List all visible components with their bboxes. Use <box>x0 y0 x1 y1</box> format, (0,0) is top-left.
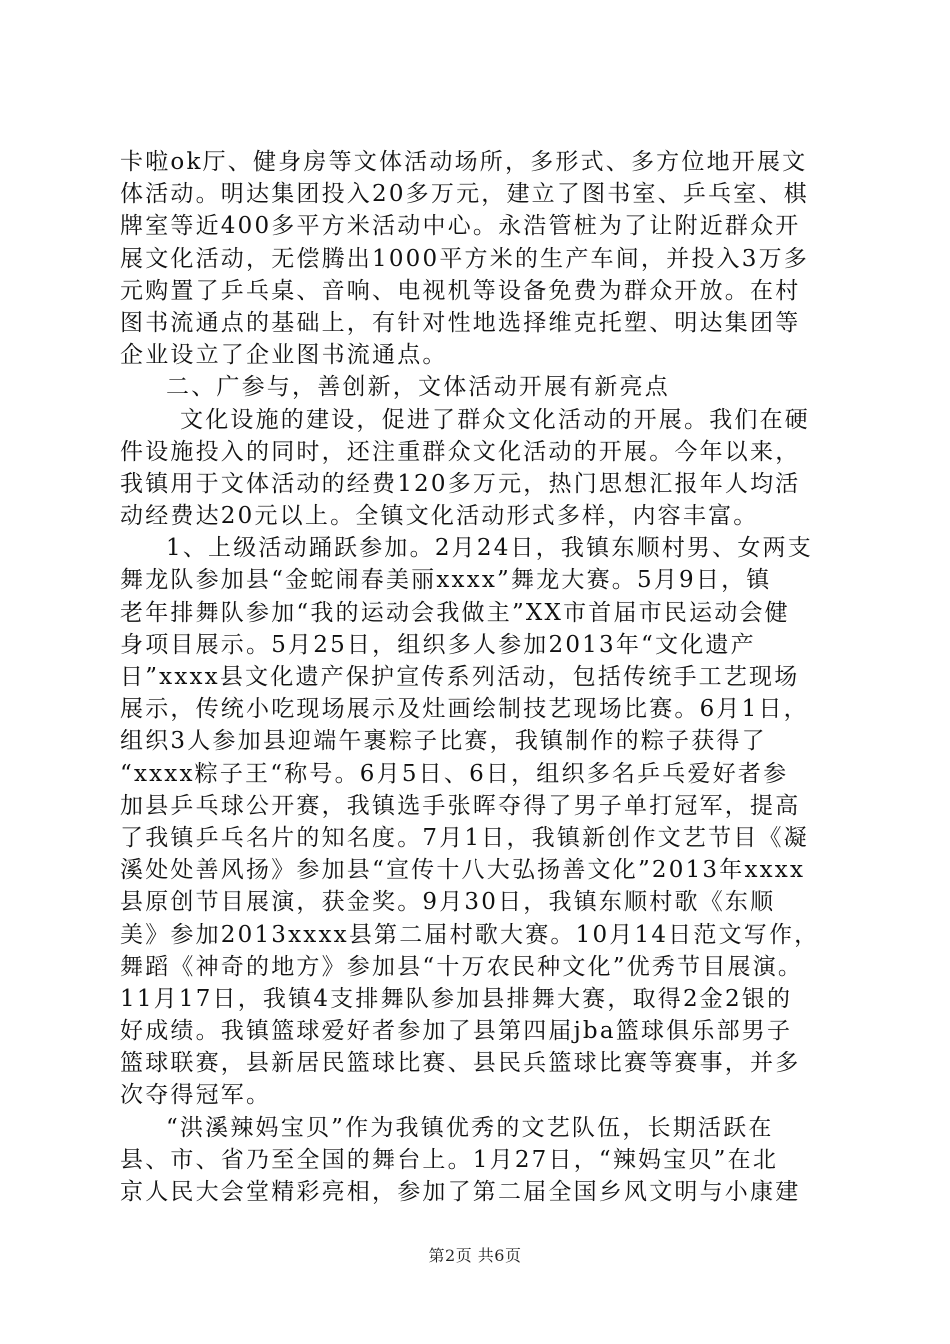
text-line: 元购置了乒乓桌、音响、电视机等设备免费为群众开放。在村 <box>120 277 801 304</box>
text-line: 次夺得冠军。 <box>120 1082 272 1109</box>
text-line: 舞蹈《神奇的地方》参加县“十万农民种文化”优秀节目展演。 <box>120 953 804 980</box>
text-line: 企业设立了企业图书流通点。 <box>120 342 448 369</box>
text-line: “xxxx粽子王“称号。6月5日、6日，组织多名乒乓爱好者参 <box>120 760 789 787</box>
paragraph-start-line: 文化设施的建设，促进了群众文化活动的开展。我们在硬 <box>180 406 810 433</box>
text-line: 身项目展示。5月25日，组织多人参加2013年“文化遗产 <box>120 631 756 658</box>
paragraph-start-line: “洪溪辣妈宝贝”作为我镇优秀的文艺队伍，长期活跃在 <box>166 1114 774 1141</box>
text-line: 组织3人参加县迎端午裹粽子比赛，我镇制作的粽子获得了 <box>120 728 767 755</box>
text-line: 牌室等近400多平方米活动中心。永浩管桩为了让附近群众开 <box>120 213 801 240</box>
text-line: 加县乒乓球公开赛，我镇选手张晖夺得了男子单打冠军，提高 <box>120 792 801 819</box>
text-line: 老年排舞队参加“我的运动会我做主”XX市首届市民运动会健 <box>120 599 790 626</box>
text-line: 县原创节目展演，获金奖。9月30日，我镇东顺村歌《东顺 <box>120 889 776 916</box>
text-line: 溪处处善风扬》参加县“宣传十八大弘扬善文化”2013年xxxx <box>120 857 806 884</box>
text-line: 县、市、省乃至全国的舞台上。1月27日，“辣妈宝贝”在北 <box>120 1146 779 1173</box>
text-line: 卡啦ok厅、健身房等文体活动场所，多形式、多方位地开展文 <box>120 149 808 175</box>
paragraph-start-line: 1、上级活动踊跃参加。2月24日，我镇东顺村男、女两支 <box>166 535 813 562</box>
text-line: 件设施投入的同时，还注重群众文化活动的开展。今年以来， <box>120 438 801 465</box>
text-line: 我镇用于文体活动的经费120多万元，热门思想汇报年人均活 <box>120 470 801 497</box>
text-line: 京人民大会堂精彩亮相，参加了第二届全国乡风文明与小康建 <box>120 1179 801 1205</box>
page-footer <box>0 1243 950 1266</box>
text-line: 展文化活动，无偿腾出1000平方米的生产车间，并投入3万多 <box>120 245 809 272</box>
section-heading: 二、广参与，善创新，文体活动开展有新亮点 <box>166 374 670 401</box>
text-line: 美》参加2013xxxx县第二届村歌大赛。10月14日范文写作， <box>120 921 820 948</box>
text-line: 展示，传统小吃现场展示及灶画绘制技艺现场比赛。6月1日， <box>120 696 809 723</box>
text-line: 了我镇乒乓名片的知名度。7月1日，我镇新创作文艺节目《凝 <box>120 824 809 851</box>
text-line: 体活动。明达集团投入20多万元，建立了图书室、乒乓室、棋 <box>120 181 809 208</box>
text-line: 日”xxxx县文化遗产保护宣传系列活动，包括传统手工艺现场 <box>120 664 800 690</box>
page-number-label: 第2页 共6页 <box>428 1246 522 1265</box>
text-line: 图书流通点的基础上，有针对性地选择维克托塑、明达集团等 <box>120 309 801 336</box>
text-line: 舞龙队参加县“金蛇闹春美丽xxxx”舞龙大赛。5月9日，镇 <box>120 567 772 594</box>
text-line: 好成绩。我镇篮球爱好者参加了县第四届jba篮球俱乐部男子 <box>120 1018 793 1045</box>
document-body <box>120 146 832 1208</box>
text-line: 篮球联赛，县新居民篮球比赛、县民兵篮球比赛等赛事，并多 <box>120 1050 801 1077</box>
text-line: 11月17日，我镇4支排舞队参加县排舞大赛，取得2金2银的 <box>120 985 793 1012</box>
text-line: 动经费达20元以上。全镇文化活动形式多样，内容丰富。 <box>120 503 759 530</box>
